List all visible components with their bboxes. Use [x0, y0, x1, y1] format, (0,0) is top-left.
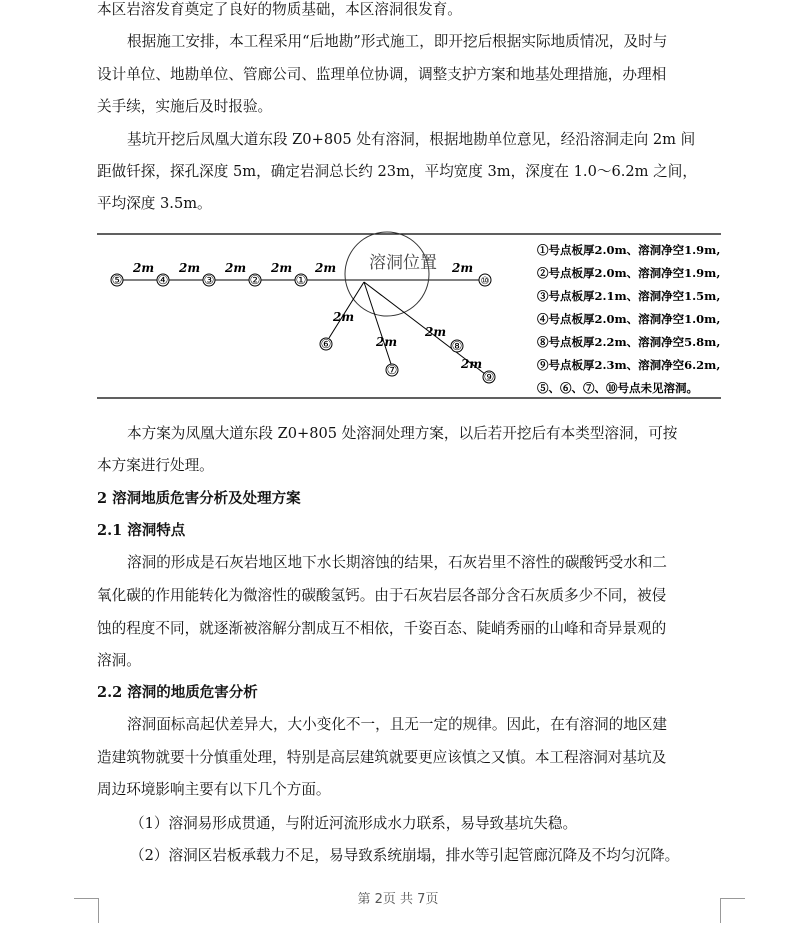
paragraph-line: 根据施工安排，本工程采用“后地勘”形式施工，即开挖后根据实际地质情况，及时与 — [127, 33, 668, 50]
point-5: ⑤ — [111, 273, 123, 287]
paragraph-line: 关手续，实施后及时报验。 — [97, 98, 273, 115]
legend-item: ②号点板厚2.0m、溶洞净空1.9m, — [537, 266, 721, 280]
legend-item: ⑤、⑥、⑦、⑩号点未见溶洞。 — [537, 381, 698, 395]
paragraph-line: 氧化碳的作用能转化为微溶性的碳酸氢钙。由于石灰岩层各部分含石灰质多少不同，被侵 — [97, 587, 667, 604]
spacing-label: 2m — [461, 357, 483, 371]
legend-item: ③号点板厚2.1m、溶洞净空1.5m, — [537, 289, 721, 303]
spacing-label: 2m — [133, 261, 155, 275]
spacing-label: 2m — [333, 310, 355, 324]
legend-item: ④号点板厚2.0m、溶洞净空1.0m, — [537, 312, 721, 326]
point-1: ① — [295, 273, 307, 287]
legend-item: ①号点板厚2.0m、溶洞净空1.9m, — [537, 243, 721, 257]
legend-item: ⑨号点板厚2.3m、溶洞净空6.2m, — [537, 358, 721, 372]
point-6: ⑥ — [320, 337, 332, 351]
diagram-svg — [97, 226, 721, 408]
spacing-label: 2m — [271, 261, 293, 275]
spacing-label: 2m — [225, 261, 247, 275]
corner-mark — [720, 898, 745, 923]
paragraph-line: 周边环境影响主要有以下几个方面。 — [97, 781, 331, 798]
spacing-label: 2m — [452, 261, 474, 275]
legend-item: ⑧号点板厚2.2m、溶洞净空5.8m, — [537, 335, 721, 349]
list-item: （2）溶洞区岩板承载力不足，易导致系统崩塌，排水等引起管廊沉降及不均匀沉降。 — [130, 847, 680, 864]
paragraph-line: 距做钎探，探孔深度 5m，确定岩洞总长约 23m，平均宽度 3m，深度在 1.0～6.2m 之间， — [97, 163, 697, 180]
paragraph-line: 本方案进行处理。 — [97, 457, 214, 474]
point-4: ④ — [157, 273, 169, 287]
diagram-legend — [537, 243, 720, 395]
point-8: ⑧ — [451, 339, 463, 353]
corner-mark — [74, 898, 99, 923]
cave-circle — [345, 232, 429, 316]
subsection-heading: 2.1 溶洞特点 — [97, 522, 186, 539]
cave-label: 溶洞位置 — [369, 253, 437, 273]
karst-survey-diagram — [97, 226, 721, 408]
point-2: ② — [249, 273, 261, 287]
subsection-heading: 2.2 溶洞的地质危害分析 — [97, 684, 258, 701]
paragraph-line: 本方案为凤凰大道东段 Z0+805 处溶洞处理方案，以后若开挖后有本类型溶洞，可按 — [127, 425, 678, 442]
list-item: （1）溶洞易形成贯通，与附近河流形成水力联系，易导致基坑失稳。 — [130, 815, 578, 832]
section-heading: 2 溶洞地质危害分析及处理方案 — [97, 490, 301, 507]
paragraph-line: 本区岩溶发育奠定了良好的物质基础，本区溶洞很发育。 — [97, 1, 462, 18]
spacing-label: 2m — [179, 261, 201, 275]
page-footer: 第 2页 共 7页 — [357, 892, 439, 907]
paragraph-line: 溶洞的形成是石灰岩地区地下水长期溶蚀的结果，石灰岩里不溶性的碳酸钙受水和二 — [127, 554, 667, 571]
spacing-label: 2m — [425, 325, 447, 339]
point-9: ⑨ — [483, 370, 495, 384]
paragraph-line: 蚀的程度不同，就逐渐被溶解分割成互不相依，千姿百态、陡峭秀丽的山峰和奇异景观的 — [97, 620, 667, 637]
paragraph-line: 造建筑物就要十分慎重处理，特别是高层建筑就要更应该慎之又慎。本工程溶洞对基坑及 — [97, 749, 667, 766]
paragraph-line: 设计单位、地勘单位、管廊公司、监理单位协调，调整支护方案和地基处理措施，办理相 — [97, 66, 667, 83]
point-10: ⑩ — [480, 276, 490, 287]
paragraph-line: 溶洞。 — [97, 652, 141, 669]
spacing-label: 2m — [376, 335, 398, 349]
spacing-label: 2m — [315, 261, 337, 275]
point-7: ⑦ — [386, 363, 398, 377]
point-3: ③ — [203, 273, 215, 287]
paragraph-line: 溶洞面标高起伏差异大，大小变化不一，且无一定的规律。因此，在有溶洞的地区建 — [127, 716, 667, 733]
paragraph-line: 平均深度 3.5m。 — [97, 195, 212, 212]
paragraph-line: 基坑开挖后凤凰大道东段 Z0+805 处有溶洞，根据地勘单位意见，经沿溶洞走向 2m 间 — [127, 131, 696, 148]
